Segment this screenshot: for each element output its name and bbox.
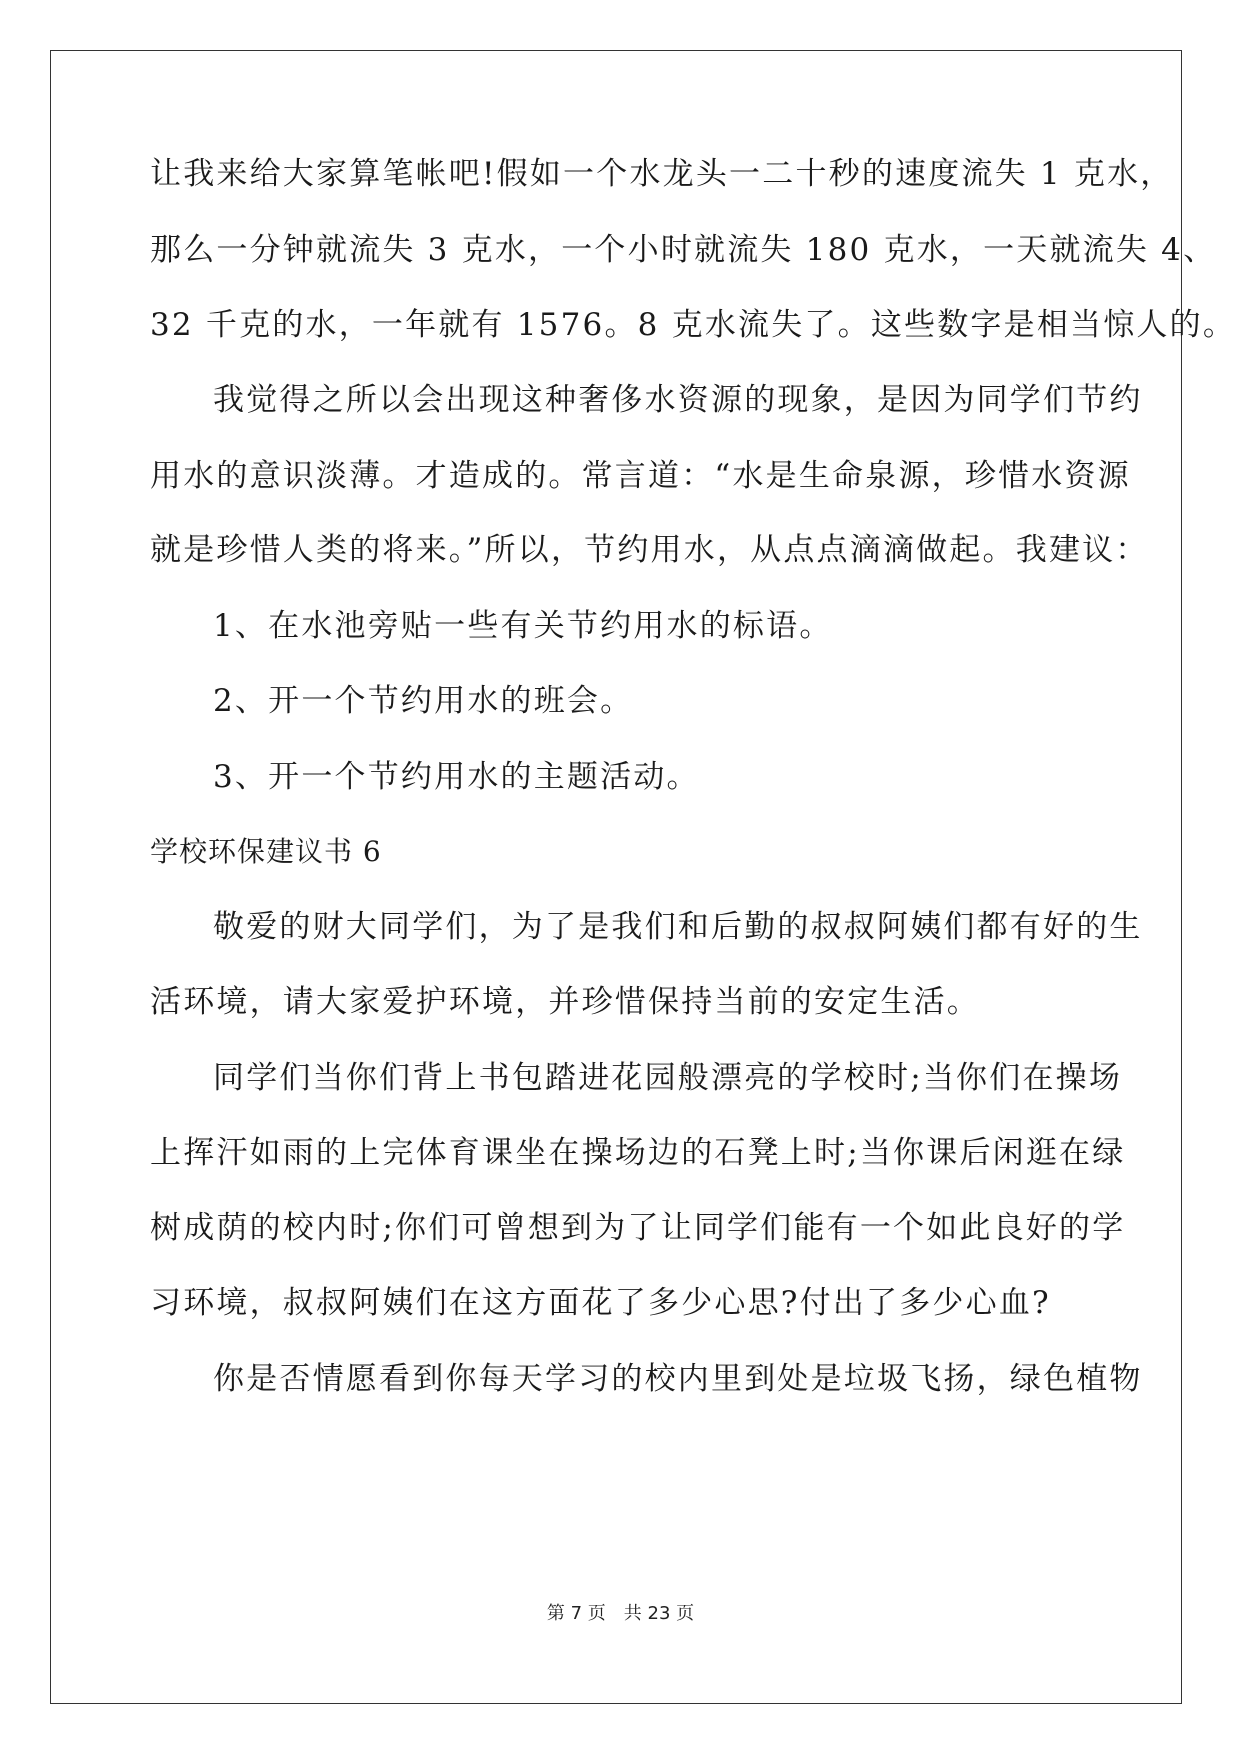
list-item: 1、在水池旁贴一些有关节约用水的标语。 bbox=[213, 608, 833, 644]
page-border bbox=[50, 50, 1182, 1704]
paragraph-start-line: 敬爱的财大同学们，为了是我们和后勤的叔叔阿姨们都有好的生 bbox=[213, 909, 1143, 945]
text-line: 就是珍惜人类的将来。”所以，节约用水，从点点滴滴做起。我建议： bbox=[150, 532, 1149, 568]
text-line: 用水的意识淡薄。才造成的。常言道：“水是生命泉源，珍惜水资源 bbox=[150, 458, 1131, 494]
text-line: 上挥汗如雨的上完体育课坐在操场边的石凳上时;当你课后闲逛在绿 bbox=[150, 1135, 1126, 1171]
page-number: 第 7 页 共 23 页 bbox=[546, 1603, 695, 1624]
text-line: 32 千克的水，一年就有 1576。8 克水流失了。这些数字是相当惊人的。 bbox=[150, 307, 1237, 343]
text-line: 让我来给大家算笔帐吧!假如一个水龙头一二十秒的速度流失 1 克水， bbox=[150, 156, 1174, 192]
text-line: 活环境，请大家爱护环境，并珍惜保持当前的安定生活。 bbox=[150, 984, 980, 1020]
list-item: 2、开一个节约用水的班会。 bbox=[213, 683, 634, 719]
page-footer bbox=[0, 1602, 1241, 1626]
section-heading: 学校环保建议书 6 bbox=[150, 835, 382, 868]
paragraph-start-line: 我觉得之所以会出现这种奢侈水资源的现象，是因为同学们节约 bbox=[213, 382, 1143, 418]
text-line: 树成荫的校内时;你们可曾想到为了让同学们能有一个如此良好的学 bbox=[150, 1210, 1126, 1246]
text-line: 习环境，叔叔阿姨们在这方面花了多少心思?付出了多少心血? bbox=[150, 1285, 1051, 1321]
paragraph-start-line: 你是否情愿看到你每天学习的校内里到处是垃圾飞扬，绿色植物 bbox=[213, 1361, 1143, 1397]
paragraph-start-line: 同学们当你们背上书包踏进花园般漂亮的学校时;当你们在操场 bbox=[213, 1060, 1123, 1096]
list-item: 3、开一个节约用水的主题活动。 bbox=[213, 759, 700, 795]
text-line: 那么一分钟就流失 3 克水，一个小时就流失 180 克水，一天就流失 4、 bbox=[150, 232, 1217, 268]
